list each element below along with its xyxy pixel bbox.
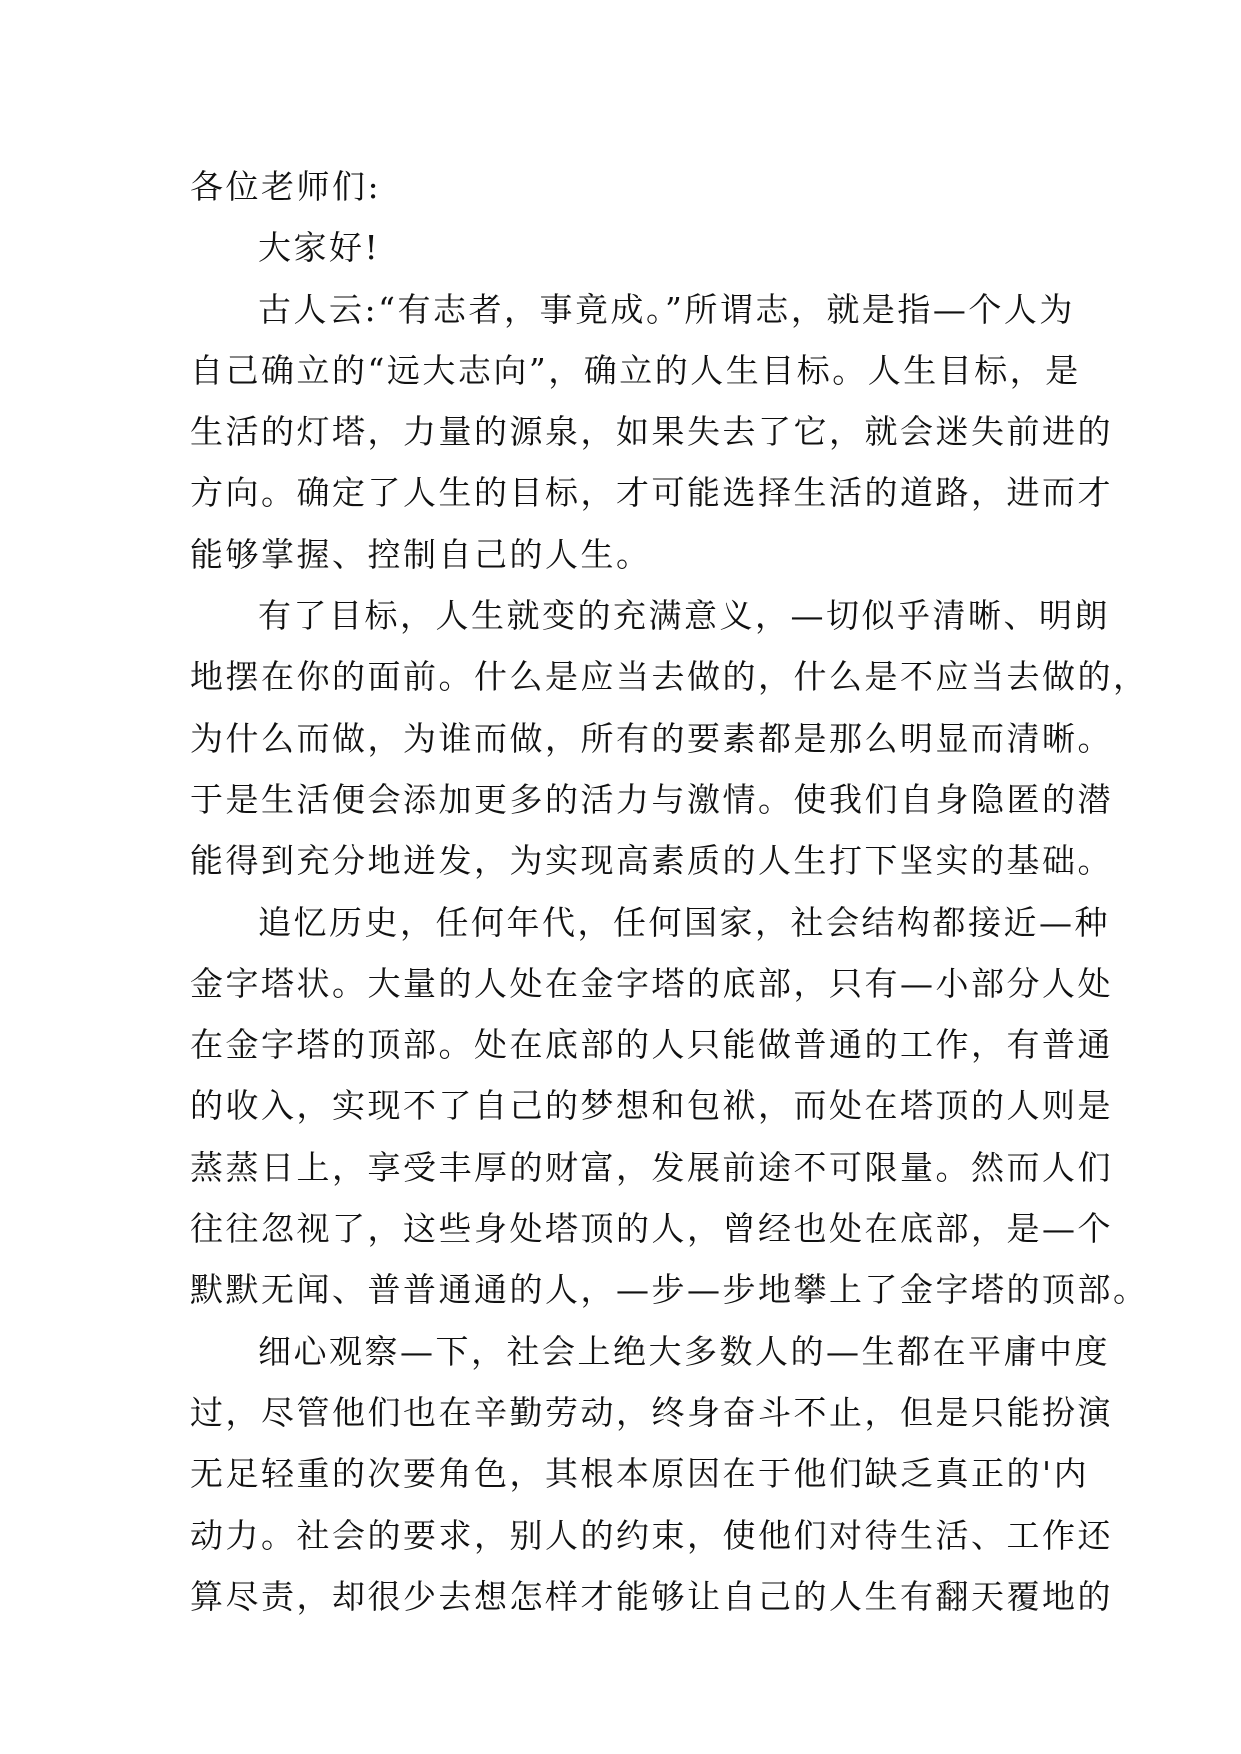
- letter-body: [190, 156, 1149, 1627]
- paragraph-2-line-1: 有了目标，人生就变的充满意义，—切似乎清晰、明朗: [258, 596, 1110, 636]
- paragraph-4-line-1: 细心观察—下，社会上绝大多数人的—生都在平庸中度: [258, 1331, 1110, 1371]
- paragraph-1-line-5: 能够掌握、控制自己的人生。: [190, 534, 652, 574]
- paragraph-4-line-5: 算尽责，却很少去想怎样才能够让自己的人生有翻天覆地的: [190, 1576, 1113, 1616]
- paragraph-4-line-3: 无足轻重的次要角色，其根本原因在于他们缺乏真正的'内: [190, 1454, 1090, 1494]
- paragraph-3-line-4: 的收入，实现不了自己的梦想和包袱，而处在塔顶的人则是: [190, 1086, 1113, 1126]
- paragraph-2-line-3: 为什么而做，为谁而做，所有的要素都是那么明显而清晰。: [190, 718, 1113, 758]
- paragraph-4-line-2: 过，尽管他们也在辛勤劳动，终身奋斗不止，但是只能扮演: [190, 1392, 1113, 1432]
- paragraph-3-line-3: 在金字塔的顶部。处在底部的人只能做普通的工作，有普通: [190, 1025, 1113, 1065]
- greeting: 大家好!: [258, 228, 381, 268]
- paragraph-1-line-2: 自己确立的“远大志向”，确立的人生目标。人生目标，是: [190, 350, 1081, 390]
- paragraph-3-line-6: 往往忽视了，这些身处塔顶的人，曾经也处在底部，是—个: [190, 1209, 1113, 1249]
- paragraph-3-line-1: 追忆历史，任何年代，任何国家，社会结构都接近—种: [258, 902, 1110, 942]
- paragraph-1-line-1: 古人云:“有志者，事竟成。”所谓志，就是指—个人为: [258, 289, 1075, 329]
- paragraph-1-line-4: 方向。确定了人生的目标，才可能选择生活的道路，进而才: [190, 473, 1113, 513]
- paragraph-3-line-7: 默默无闻、普普通通的人，—步—步地攀上了金字塔的顶部。: [190, 1270, 1149, 1310]
- paragraph-4-line-4: 动力。社会的要求，别人的约束，使他们对待生活、工作还: [190, 1515, 1113, 1555]
- paragraph-2-line-5: 能得到充分地迸发，为实现高素质的人生打下坚实的基础。: [190, 841, 1113, 881]
- paragraph-3-line-2: 金字塔状。大量的人处在金字塔的底部，只有—小部分人处: [190, 963, 1113, 1003]
- paragraph-2-line-4: 于是生活便会添加更多的活力与激情。使我们自身隐匿的潜: [190, 779, 1113, 819]
- paragraph-1-line-3: 生活的灯塔，力量的源泉，如果失去了它，就会迷失前进的: [190, 412, 1113, 452]
- paragraph-2-line-2: 地摆在你的面前。什么是应当去做的，什么是不应当去做的，: [190, 657, 1149, 697]
- salutation: 各位老师们:: [190, 167, 382, 206]
- paragraph-3-line-5: 蒸蒸日上，享受丰厚的财富，发展前途不可限量。然而人们: [190, 1147, 1113, 1187]
